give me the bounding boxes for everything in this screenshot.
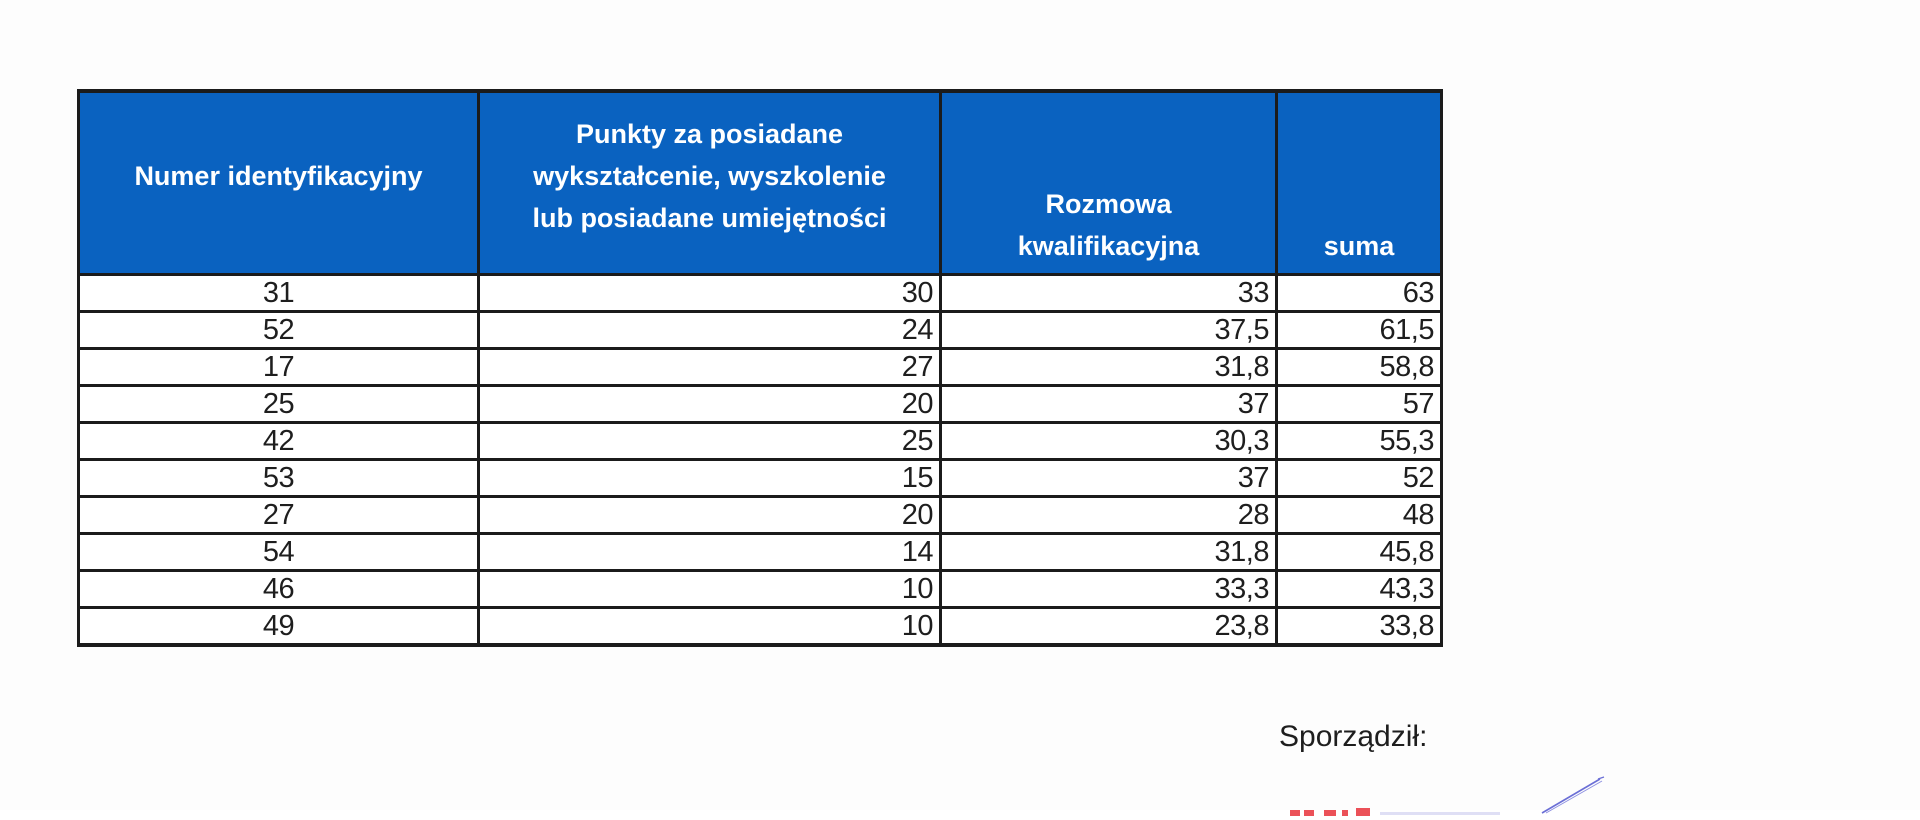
cell-education-points: 27 [479,349,941,386]
column-header-education-points [479,91,941,275]
header-line: lub posiadane umiejętności [532,203,887,233]
cell-id: 49 [79,608,479,646]
column-header-id [79,91,479,275]
cell-id: 42 [79,423,479,460]
table-row [79,275,1442,312]
table-row [79,349,1442,386]
table-row [79,386,1442,423]
cell-id: 17 [79,349,479,386]
table-header-row [79,91,1442,275]
header-line: suma [1323,231,1395,261]
red-stamp-cropped [1290,802,1530,816]
header-line: Numer identyfikacyjny [134,161,423,191]
cell-total: 52 [1277,460,1442,497]
cell-id: 46 [79,571,479,608]
cell-education-points: 20 [479,386,941,423]
cell-total: 63 [1277,275,1442,312]
cell-id: 25 [79,386,479,423]
cell-id: 27 [79,497,479,534]
cell-total: 61,5 [1277,312,1442,349]
cell-total: 43,3 [1277,571,1442,608]
header-line: Rozmowa [1045,189,1172,219]
cell-education-points: 25 [479,423,941,460]
table-row [79,534,1442,571]
cell-interview: 31,8 [941,349,1277,386]
stamp-fragment-icon [1290,802,1530,816]
cell-education-points: 24 [479,312,941,349]
table-row [79,497,1442,534]
cell-total: 33,8 [1277,608,1442,646]
cell-interview: 37 [941,460,1277,497]
signature-stroke-icon [1540,775,1610,815]
table-row [79,312,1442,349]
cell-education-points: 15 [479,460,941,497]
header-line: Punkty za posiadane [575,119,844,149]
cell-id: 54 [79,534,479,571]
cell-total: 45,8 [1277,534,1442,571]
cell-interview: 37 [941,386,1277,423]
cell-total: 58,8 [1277,349,1442,386]
cell-interview: 30,3 [941,423,1277,460]
table-row [79,460,1442,497]
cell-education-points: 10 [479,571,941,608]
cell-interview: 33 [941,275,1277,312]
cell-interview: 33,3 [941,571,1277,608]
handwritten-signature [1540,775,1610,815]
table-row [79,571,1442,608]
cell-interview: 28 [941,497,1277,534]
cell-education-points: 20 [479,497,941,534]
cell-id: 52 [79,312,479,349]
cell-id: 31 [79,275,479,312]
candidate-scores-table [77,89,1443,647]
cell-total: 57 [1277,386,1442,423]
cell-education-points: 10 [479,608,941,646]
header-line: wykształcenie, wyszkolenie [533,161,886,191]
header-line: kwalifikacyjna [1017,231,1200,261]
cell-interview: 23,8 [941,608,1277,646]
column-header-total [1277,91,1442,275]
cell-interview: 31,8 [941,534,1277,571]
cell-id: 53 [79,460,479,497]
table-row [79,423,1442,460]
cell-interview: 37,5 [941,312,1277,349]
table-row [79,608,1442,646]
column-header-interview [941,91,1277,275]
cell-education-points: 30 [479,275,941,312]
cell-total: 48 [1277,497,1442,534]
cell-education-points: 14 [479,534,941,571]
prepared-by-label: Sporządził: [1279,720,1428,753]
cell-total: 55,3 [1277,423,1442,460]
